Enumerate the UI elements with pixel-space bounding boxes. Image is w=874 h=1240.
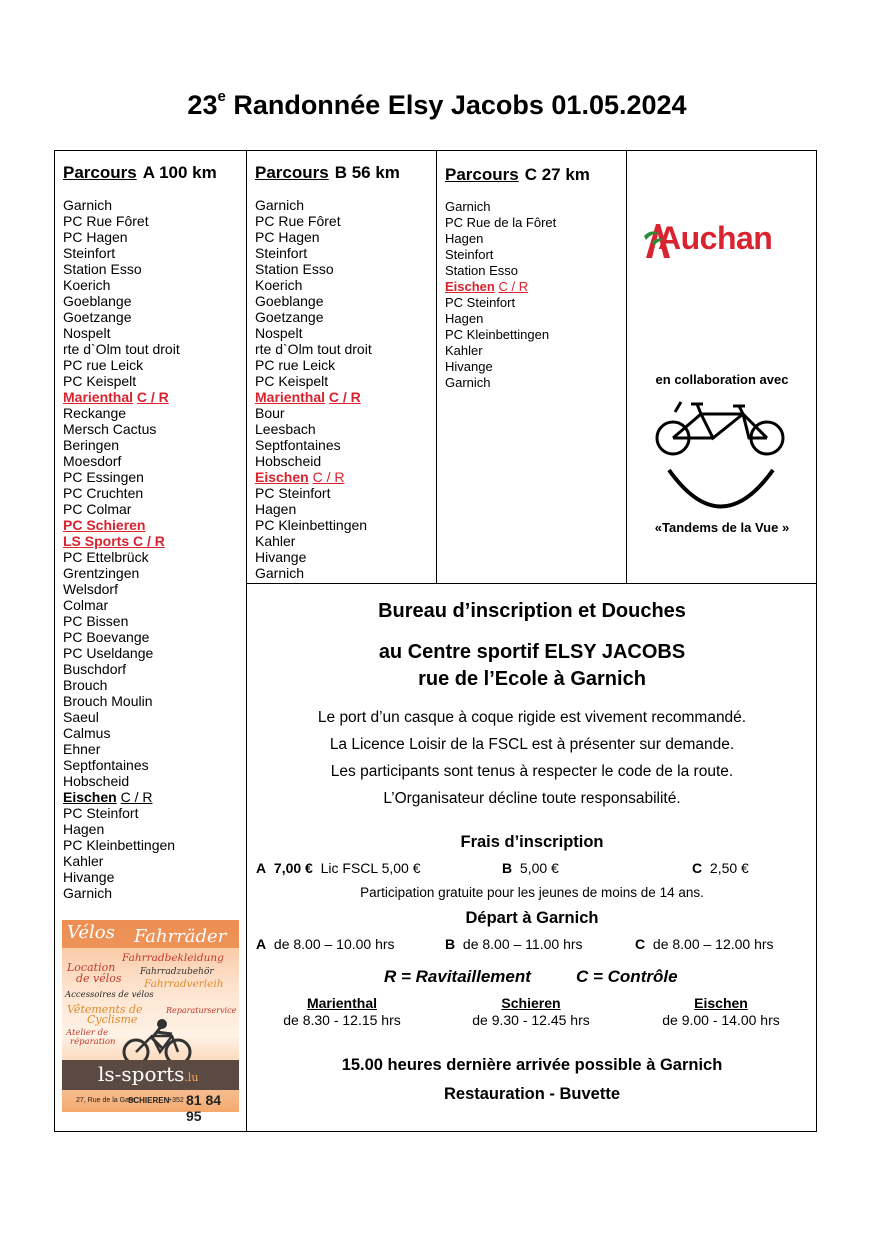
route-stop	[63, 485, 243, 501]
route-stop	[63, 437, 243, 453]
stop-name: Garnich	[255, 565, 305, 581]
ad-phone: 81 84 95	[186, 1092, 222, 1124]
checkpoint-name: Schieren	[501, 995, 561, 1011]
stop-name: PC Keispelt	[63, 373, 137, 389]
stop-name: Hobscheid	[255, 453, 322, 469]
checkpoint-name: Marienthal	[306, 995, 377, 1011]
route-stop	[255, 453, 435, 469]
route-stop	[255, 309, 435, 325]
route-stop	[255, 485, 435, 501]
stop-name: Reckange	[63, 405, 127, 421]
ad-text: Reparaturservice	[166, 1006, 237, 1015]
route-stop	[63, 341, 243, 357]
stop-name: Goeblange	[255, 293, 324, 309]
route-stop	[63, 725, 243, 741]
route-stop	[63, 597, 243, 613]
route-stop	[63, 613, 243, 629]
route-stop	[445, 343, 625, 359]
route-stop	[255, 469, 435, 485]
stop-name: Ehner	[63, 741, 101, 757]
route-stop	[255, 389, 435, 405]
stop-name: Goetzange	[255, 309, 324, 325]
control-marker: C / R	[328, 389, 361, 405]
stop-name: Hagen	[63, 821, 105, 837]
stop-name: Leesbach	[255, 421, 316, 437]
route-stop	[255, 245, 435, 261]
route-stop	[255, 197, 435, 213]
stop-name: Station Esso	[445, 263, 518, 278]
route-a-column	[63, 165, 243, 901]
ad-text: Fahrradbekleidung	[122, 952, 224, 964]
route-stop	[255, 549, 435, 565]
route-stop	[63, 533, 243, 549]
stop-name: Hagen	[255, 501, 297, 517]
route-stop	[255, 261, 435, 277]
route-b-column	[255, 165, 435, 581]
ad-town: SCHIEREN	[128, 1096, 170, 1105]
route-stop	[255, 341, 435, 357]
stop-name: Goeblange	[63, 293, 132, 309]
stop-name: Welsdorf	[63, 581, 118, 597]
route-stop	[63, 661, 243, 677]
route-stop	[445, 215, 625, 231]
checkpoint-time: de 9.00 - 14.00 hrs	[662, 1012, 780, 1028]
route-stop	[255, 325, 435, 341]
ad-text: Cyclisme	[87, 1013, 138, 1026]
stop-name: Saeul	[63, 709, 99, 725]
stop-name: Hivange	[63, 869, 115, 885]
auchan-logo: Auchan	[642, 218, 802, 262]
stop-name: rte d`Olm tout droit	[63, 341, 180, 357]
stop-name: PC Schieren	[63, 517, 146, 533]
stop-name: PC Colmar	[63, 501, 132, 517]
route-c-stops	[445, 199, 625, 391]
route-stop	[445, 263, 625, 279]
stop-name: Moesdorf	[63, 453, 122, 469]
stop-name: PC Boevange	[63, 629, 150, 645]
route-stop	[63, 709, 243, 725]
stop-name: Eischen	[63, 789, 117, 805]
stop-name: Eischen	[445, 279, 495, 294]
stop-name: PC Useldange	[63, 645, 154, 661]
route-stop	[445, 247, 625, 263]
stop-name: PC Rue de la Fôret	[445, 215, 557, 230]
route-stop	[63, 645, 243, 661]
route-stop	[63, 389, 243, 405]
route-stop	[63, 405, 243, 421]
route-stop	[445, 375, 625, 391]
route-stop	[255, 213, 435, 229]
stop-name: PC Steinfort	[445, 295, 516, 310]
fee-b: B 5,00 €	[502, 860, 559, 876]
stop-name: rte d`Olm tout droit	[255, 341, 372, 357]
stop-name: Hagen	[445, 311, 484, 326]
stop-name: LS Sports	[63, 533, 134, 549]
stop-name: Beringen	[63, 437, 120, 453]
route-stop	[63, 693, 243, 709]
route-a-stops	[63, 197, 243, 901]
last-arrival: 15.00 heures dernière arrivée possible à Garnich	[341, 1056, 723, 1074]
route-stop	[63, 261, 243, 277]
cyclist-icon	[122, 1018, 192, 1066]
stop-name: Steinfort	[255, 245, 308, 261]
depart-a: A de 8.00 – 10.00 hrs	[256, 936, 395, 952]
info-heading-2: au Centre sportif ELSY JACOBS	[378, 641, 686, 663]
info-rules	[247, 704, 817, 812]
ad-text: Fahrradzubehör	[140, 967, 214, 977]
ad-text: Fahrradverleih	[144, 978, 224, 990]
legend-r: R = Ravitaillement	[384, 967, 531, 986]
rule-line: La Licence Loisir de la FSCL est à présenter sur demande.	[329, 736, 735, 753]
stop-name: Goetzange	[63, 309, 132, 325]
stop-name: Station Esso	[255, 261, 334, 277]
stop-name: Buschdorf	[63, 661, 127, 677]
ad-address: 27, Rue de la Gare	[76, 1097, 136, 1104]
route-c-column	[445, 167, 625, 391]
route-stop	[445, 231, 625, 247]
stop-name: PC Steinfort	[63, 805, 139, 821]
ad-text: réparation	[70, 1037, 116, 1047]
control-marker: C / R	[133, 533, 165, 549]
route-stop	[255, 517, 435, 533]
ls-sports-ad	[62, 920, 239, 1124]
fee-a: A 7,00 € Lic FSCL 5,00 €	[256, 860, 421, 876]
stop-name: Garnich	[63, 885, 113, 901]
stop-name: Marienthal	[63, 389, 134, 405]
route-stop	[63, 277, 243, 293]
route-stop	[445, 359, 625, 375]
route-stop	[255, 421, 435, 437]
stop-name: Nospelt	[63, 325, 111, 341]
route-stop	[63, 885, 243, 901]
checkpoint-name: Eischen	[694, 995, 748, 1011]
route-stop	[63, 837, 243, 853]
info-heading-1: Bureau d’inscription et Douches	[378, 600, 686, 622]
stop-name: PC Hagen	[63, 229, 128, 245]
route-stop	[63, 197, 243, 213]
route-stop	[255, 533, 435, 549]
stop-name: PC Rue Fôret	[255, 213, 341, 229]
route-stop	[445, 295, 625, 311]
stop-name: Steinfort	[445, 247, 494, 262]
route-stop	[63, 789, 243, 805]
route-stop	[445, 327, 625, 343]
stop-name: Brouch Moulin	[63, 693, 153, 709]
rule-line: Le port d’un casque à coque rigide est vivement recommandé.	[317, 709, 747, 726]
route-stop	[63, 581, 243, 597]
divider	[436, 150, 437, 584]
route-stop	[63, 869, 243, 885]
route-stop	[63, 677, 243, 693]
stop-name: Koerich	[255, 277, 303, 293]
route-stop	[63, 549, 243, 565]
control-marker: C / R	[136, 389, 169, 405]
stop-name: PC Cruchten	[63, 485, 144, 501]
stop-name: Garnich	[445, 375, 491, 390]
route-stop	[445, 199, 625, 215]
stop-name: Steinfort	[63, 245, 116, 261]
route-stop	[255, 229, 435, 245]
route-stop	[255, 293, 435, 309]
divider	[246, 583, 817, 584]
stop-name: Hagen	[445, 231, 484, 246]
stop-name: PC Bissen	[63, 613, 129, 629]
ad-text: de vélos	[76, 972, 122, 985]
stop-name: PC Keispelt	[255, 373, 329, 389]
route-stop	[63, 517, 243, 533]
route-stop	[63, 501, 243, 517]
stop-name: PC Kleinbettingen	[63, 837, 176, 853]
route-b-heading: Parcours B 56 km	[255, 163, 400, 182]
stop-name: Hobscheid	[63, 773, 130, 789]
ad-text: Vélos	[67, 922, 115, 943]
stop-name: PC Steinfort	[255, 485, 331, 501]
stop-name: PC rue Leick	[63, 357, 144, 373]
route-stop	[63, 805, 243, 821]
fees-title: Frais d’inscription	[460, 833, 604, 851]
route-stop	[63, 309, 243, 325]
route-stop	[63, 293, 243, 309]
checkpoint-time: de 9.30 - 12.45 hrs	[472, 1012, 590, 1028]
control-marker: C / R	[120, 789, 153, 805]
checkpoint-time: de 8.30 - 12.15 hrs	[283, 1012, 401, 1028]
ad-text: Accessoires de vélos	[65, 990, 154, 1000]
stop-name: Kahler	[445, 343, 483, 358]
stop-name: Septfontaines	[63, 757, 149, 773]
free-note: Participation gratuite pour les jeunes de moins de 14 ans.	[360, 885, 704, 900]
ad-text: Fahrräder	[134, 926, 227, 947]
stop-name: Kahler	[255, 533, 296, 549]
route-stop	[63, 245, 243, 261]
stop-name: Calmus	[63, 725, 111, 741]
stop-name: Hivange	[255, 549, 307, 565]
tandems-text: «Tandems de la Vue »	[654, 520, 790, 535]
stop-name: Marienthal	[255, 389, 326, 405]
rule-line: Les participants sont tenus à respecter le code de la route.	[330, 763, 734, 780]
route-stop	[63, 213, 243, 229]
stop-name: Brouch	[63, 677, 108, 693]
route-a-heading: Parcours A 100 km	[63, 163, 217, 182]
tandem-smile-icon	[651, 398, 791, 518]
stop-name: PC Kleinbettingen	[255, 517, 368, 533]
rule-line: L’Organisateur décline toute responsabilité.	[383, 790, 681, 807]
stop-name: Hivange	[445, 359, 493, 374]
route-stop	[255, 373, 435, 389]
route-stop	[63, 773, 243, 789]
route-stop	[63, 421, 243, 437]
stop-name: Garnich	[445, 199, 491, 214]
route-b-stops	[255, 197, 435, 581]
legend-c: C = Contrôle	[576, 967, 678, 986]
route-stop	[255, 405, 435, 421]
route-stop	[63, 453, 243, 469]
ad-site: ls-sports.lu	[98, 1062, 199, 1086]
stop-name: Garnich	[63, 197, 113, 213]
route-stop	[63, 357, 243, 373]
stop-name: PC Hagen	[255, 229, 320, 245]
stop-name: Garnich	[255, 197, 305, 213]
stop-name: Station Esso	[63, 261, 142, 277]
route-stop	[255, 501, 435, 517]
route-stop	[63, 757, 243, 773]
stop-name: PC Essingen	[63, 469, 144, 485]
stop-name: Nospelt	[255, 325, 303, 341]
route-stop	[63, 629, 243, 645]
depart-title: Départ à Garnich	[465, 909, 599, 927]
ad-text: Vêtements de	[67, 1003, 143, 1016]
depart-b: B de 8.00 – 11.00 hrs	[445, 936, 583, 952]
stop-name: Grentzingen	[63, 565, 140, 581]
route-stop	[63, 741, 243, 757]
info-heading-3: rue de l’Ecole à Garnich	[418, 668, 646, 690]
control-marker: C / R	[498, 279, 529, 294]
stop-name: PC rue Leick	[255, 357, 336, 373]
route-stop	[63, 565, 243, 581]
route-stop	[63, 821, 243, 837]
stop-name: PC Kleinbettingen	[445, 327, 550, 342]
stop-name: Bour	[255, 405, 285, 421]
route-stop	[445, 279, 625, 295]
route-stop	[255, 565, 435, 581]
stop-name: PC Ettelbrück	[63, 549, 149, 565]
route-stop	[255, 277, 435, 293]
route-stop	[63, 853, 243, 869]
stop-name: Mersch Cactus	[63, 421, 157, 437]
route-stop	[63, 469, 243, 485]
stop-name: Koerich	[63, 277, 111, 293]
divider	[626, 150, 627, 584]
ad-phone-prefix: +352	[168, 1097, 184, 1104]
restauration: Restauration - Buvette	[443, 1085, 621, 1103]
route-stop	[63, 325, 243, 341]
depart-c: C de 8.00 – 12.00 hrs	[635, 936, 774, 952]
route-stop	[445, 311, 625, 327]
route-c-heading: Parcours C 27 km	[445, 165, 590, 184]
stop-name: Colmar	[63, 597, 109, 613]
route-stop	[255, 437, 435, 453]
stop-name: Eischen	[255, 469, 309, 485]
ad-text: Atelier de	[66, 1028, 109, 1038]
fee-c: C 2,50 €	[692, 860, 749, 876]
stop-name: PC Rue Fôret	[63, 213, 149, 229]
route-stop	[255, 357, 435, 373]
route-stop	[63, 229, 243, 245]
route-stop	[63, 373, 243, 389]
collab-text: en collaboration avec	[655, 372, 789, 387]
ad-text: Location	[67, 961, 116, 974]
stop-name: Kahler	[63, 853, 104, 869]
page-title: 23e Randonnée Elsy Jacobs 01.05.2024	[187, 88, 687, 120]
stop-name: Septfontaines	[255, 437, 341, 453]
control-marker: C / R	[312, 469, 345, 485]
